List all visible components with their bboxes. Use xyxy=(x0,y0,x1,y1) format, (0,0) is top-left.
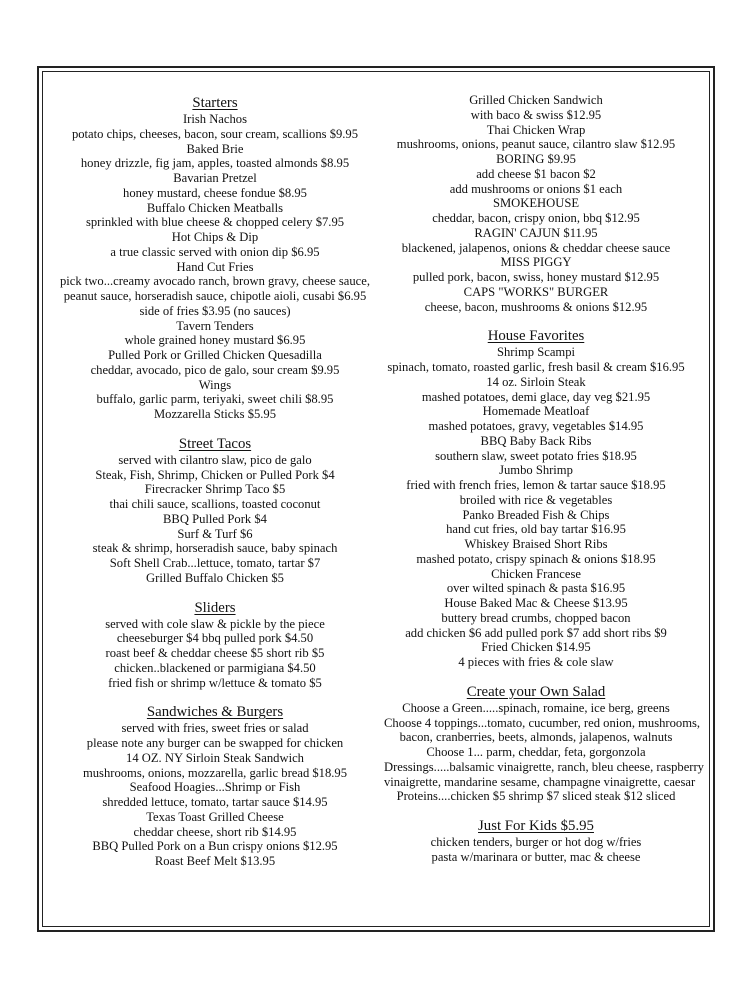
section-heading: Street Tacos xyxy=(178,435,252,452)
menu-line: thai chili sauce, scallions, toasted coconut xyxy=(109,497,321,511)
menu-line: Roast Beef Melt $13.95 xyxy=(154,854,276,868)
menu-line: please note any burger can be swapped for chicken xyxy=(86,736,344,750)
menu-section-starters xyxy=(52,94,378,422)
menu-line: Grilled Buffalo Chicken $5 xyxy=(146,570,284,585)
menu-line: honey mustard, cheese fondue $8.95 xyxy=(123,185,307,200)
menu-line: mashed potatoes, gravy, vegetables $14.95 xyxy=(428,419,644,433)
menu-line: BORING $9.95 xyxy=(496,152,576,166)
menu-line: BBQ Pulled Pork $4 xyxy=(163,511,267,526)
menu-line: fried fish or shrimp w/lettuce & tomato $5 xyxy=(108,675,322,690)
section-heading: Sliders xyxy=(194,599,236,616)
menu-line: add chicken $6 add pulled pork $7 add short ribs $9 xyxy=(405,625,667,640)
menu-line: Choose a Green.....spinach, romaine, ice berg, greens xyxy=(402,700,670,715)
section-heading: Sandwiches & Burgers xyxy=(146,704,284,721)
menu-line: Homemade Meatloaf xyxy=(482,404,590,419)
menu-line: peanut sauce, horseradish sauce, chipotle aioli, cusabi $6.95 xyxy=(63,289,367,303)
menu-line: vinaigrette, mandarine sesame, champagne vinaigrette, caesar xyxy=(384,774,696,789)
menu-line: sprinkled with blue cheese & chopped celery $7.95 xyxy=(85,215,345,230)
menu-line: mushrooms, onions, peanut sauce, cilantro slaw $12.95 xyxy=(396,137,676,152)
menu-line: mushrooms, onions, mozzarella, garlic bread $18.95 xyxy=(82,765,348,780)
menu-line: Tavern Tenders xyxy=(176,318,254,333)
menu-line: mashed potatoes, demi glace, day veg $21.95 xyxy=(421,389,651,404)
menu-line: SMOKEHOUSE xyxy=(492,196,580,211)
menu-line: Seafood Hoagies...Shrimp or Fish xyxy=(129,780,301,795)
menu-line: potato chips, cheeses, bacon, sour cream, scallions $9.95 xyxy=(71,126,359,141)
menu-line: shredded lettuce, tomato, tartar sauce $14.95 xyxy=(102,795,328,809)
menu-line: Shrimp Scampi xyxy=(496,345,575,360)
menu-line: cheddar, bacon, crispy onion, bbq $12.95 xyxy=(432,211,640,225)
menu-line: mashed potato, crispy spinach & onions $18.95 xyxy=(416,551,656,566)
menu-line: BBQ Pulled Pork on a Bun crispy onions $12.95 xyxy=(92,839,338,854)
menu-line: pick two...creamy avocado ranch, brown gravy, cheese sauce, xyxy=(59,274,371,289)
menu-line: with baco & swiss $12.95 xyxy=(470,107,602,122)
menu-line: Soft Shell Crab...lettuce, tomato, tartar $7 xyxy=(109,556,321,570)
menu-line: Chicken Francese xyxy=(491,566,581,581)
menu-line: served with cole slaw & pickle by the piece xyxy=(105,616,325,631)
menu-line: cheddar cheese, short rib $14.95 xyxy=(133,824,297,839)
menu-line: pulled pork, bacon, swiss, honey mustard $12.95 xyxy=(412,270,660,284)
menu-line: Proteins....chicken $5 shrimp $7 sliced steak $12 sliced xyxy=(396,789,676,804)
menu-line: Hand Cut Fries xyxy=(176,259,254,274)
menu-line: served with cilantro slaw, pico de galo xyxy=(118,452,312,467)
left-menu-column xyxy=(52,94,378,869)
section-heading: House Favorites xyxy=(487,328,585,345)
menu-line: Surf & Turf $6 xyxy=(177,526,253,541)
menu-line: Choose 4 toppings...tomato, cucumber, red onion, mushrooms, xyxy=(384,715,701,730)
menu-line: chicken..blackened or parmigiana $4.50 xyxy=(114,660,316,675)
right-menu-column xyxy=(384,93,704,865)
menu-line: Choose 1... parm, cheddar, feta, gorgonzola xyxy=(426,745,646,759)
menu-line: 4 pieces with fries & cole slaw xyxy=(458,655,614,669)
menu-line: cheese, bacon, mushrooms & onions $12.95 xyxy=(424,299,648,314)
menu-line: cheeseburger $4 bbq pulled pork $4.50 xyxy=(116,631,314,646)
menu-line: Bavarian Pretzel xyxy=(173,171,257,185)
menu-line: over wilted spinach & pasta $16.95 xyxy=(446,581,626,596)
menu-line: 14 OZ. NY Sirloin Steak Sandwich xyxy=(126,750,304,765)
menu-line: add mushrooms or onions $1 each xyxy=(449,181,623,196)
menu-line: cheddar, avocado, pico de galo, sour cream $9.95 xyxy=(90,362,340,377)
menu-line: hand cut fries, old bay tartar $16.95 xyxy=(446,522,626,537)
menu-section-create-your-own-salad xyxy=(384,683,704,804)
menu-line: buttery bread crumbs, chopped bacon xyxy=(441,610,631,625)
menu-line: honey drizzle, fig jam, apples, toasted almonds $8.95 xyxy=(80,156,350,171)
menu-section-house-favorites xyxy=(384,327,688,670)
menu-line: whole grained honey mustard $6.95 xyxy=(124,333,306,348)
menu-line: BBQ Baby Back Ribs xyxy=(480,433,592,448)
menu-line: Wings xyxy=(198,377,232,392)
menu-line: side of fries $3.95 (no sauces) xyxy=(139,303,291,318)
menu-line: served with fries, sweet fries or salad xyxy=(121,721,309,736)
menu-line: fried with french fries, lemon & tartar sauce $18.95 xyxy=(406,478,666,492)
menu-line: Thai Chicken Wrap xyxy=(486,122,586,137)
menu-section-sandwiches-burgers xyxy=(52,703,378,869)
menu-line: roast beef & cheddar cheese $5 short rib $5 xyxy=(105,646,325,660)
menu-line: 14 oz. Sirloin Steak xyxy=(486,374,586,389)
menu-line: Panko Breaded Fish & Chips xyxy=(462,507,610,522)
menu-line: Pulled Pork or Grilled Chicken Quesadilla xyxy=(108,348,322,362)
menu-line: add cheese $1 bacon $2 xyxy=(476,166,596,181)
menu-line: Irish Nachos xyxy=(182,112,247,126)
menu-line: broiled with rice & vegetables xyxy=(459,492,613,507)
section-heading: Starters xyxy=(192,95,238,111)
menu-line: Dressings.....balsamic vinaigrette, ranch, bleu cheese, raspberry xyxy=(384,759,704,774)
menu-line: Steak, Fish, Shrimp, Chicken or Pulled Pork $4 xyxy=(95,467,335,482)
menu-section-sliders xyxy=(52,599,378,691)
menu-line: spinach, tomato, roasted garlic, fresh basil & cream $16.95 xyxy=(387,360,685,374)
menu-section-continued xyxy=(384,93,688,314)
menu-line: Whiskey Braised Short Ribs xyxy=(464,537,608,551)
menu-line: Texas Toast Grilled Cheese xyxy=(146,809,284,824)
menu-line: RAGIN' CAJUN $11.95 xyxy=(474,225,598,240)
menu-line: steak & shrimp, horseradish sauce, baby spinach xyxy=(92,541,338,556)
menu-line: Grilled Chicken Sandwich xyxy=(469,93,603,107)
menu-line: buffalo, garlic parm, teriyaki, sweet chili $8.95 xyxy=(96,392,334,407)
menu-line: bacon, cranberries, beets, almonds, jalapenos, walnuts xyxy=(399,730,673,745)
menu-line: House Baked Mac & Cheese $13.95 xyxy=(444,596,628,610)
section-heading: Create your Own Salad xyxy=(466,683,606,700)
menu-line: Mozzarella Sticks $5.95 xyxy=(153,407,277,421)
menu-line: pasta w/marinara or butter, mac & cheese xyxy=(431,849,641,864)
menu-line: CAPS "WORKS" BURGER xyxy=(463,284,609,299)
menu-line: chicken tenders, burger or hot dog w/fries xyxy=(430,835,642,849)
menu-line: Baked Brie xyxy=(186,141,244,156)
menu-line: Hot Chips & Dip xyxy=(171,230,259,244)
menu-line: Buffalo Chicken Meatballs xyxy=(146,200,284,215)
menu-line: a true classic served with onion dip $6.95 xyxy=(110,244,320,259)
menu-line: Firecracker Shrimp Taco $5 xyxy=(144,482,286,497)
section-heading: Just For Kids $5.95 xyxy=(478,818,594,834)
menu-section-street-tacos xyxy=(52,435,378,586)
menu-section-just-for-kids-5-95 xyxy=(384,817,688,865)
menu-line: Jumbo Shrimp xyxy=(499,463,573,478)
menu-line: MISS PIGGY xyxy=(500,255,572,270)
menu-line: southern slaw, sweet potato fries $18.95 xyxy=(435,448,637,463)
menu-line: blackened, jalapenos, onions & cheddar cheese sauce xyxy=(401,240,671,255)
menu-line: Fried Chicken $14.95 xyxy=(481,640,591,655)
